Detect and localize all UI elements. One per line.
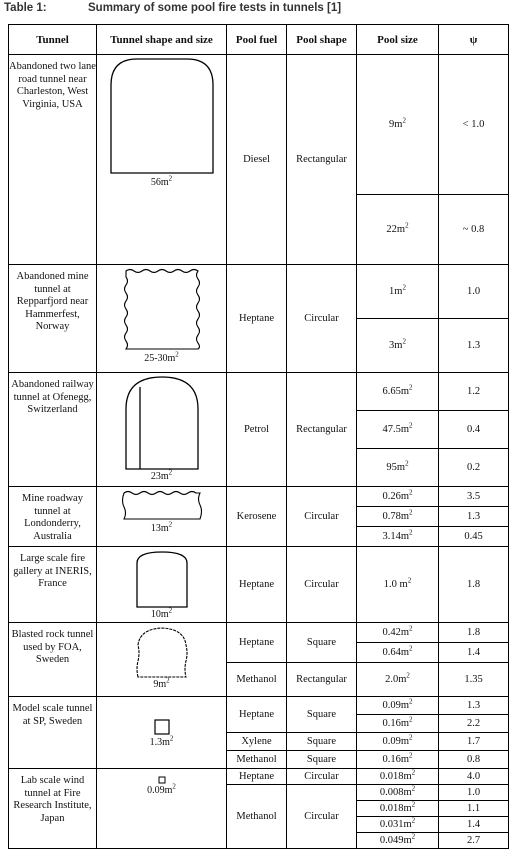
pool-fuel: Methanol	[227, 751, 287, 769]
tunnel-shape-diagram	[132, 547, 192, 609]
tunnel-area: $23m^2$	[150, 468, 173, 482]
pool-shape: Square	[287, 697, 357, 733]
pool-shape: Rectangular	[287, 373, 357, 487]
psi-value: ~ 0.8	[439, 195, 509, 265]
tunnel-shape-diagram	[120, 373, 204, 471]
psi-value: 1.7	[439, 733, 509, 751]
table-row	[9, 265, 509, 319]
psi-value: 4.0	[439, 769, 509, 785]
pool-size: $0.16m^2$	[357, 751, 439, 769]
pool-size: $95m^2$	[357, 449, 439, 487]
pool-fuel: Heptane	[227, 623, 287, 663]
pool-fuel: Heptane	[227, 697, 287, 733]
header-psi: ψ	[439, 25, 509, 55]
psi-value: 1.1	[439, 801, 509, 817]
tunnel-shape-diagram	[157, 775, 167, 785]
psi-value: 1.8	[439, 547, 509, 623]
pool-size: 1.0 $m^2$	[357, 547, 439, 623]
tunnel-name: Mine roadway tunnel at Londonderry, Australia	[9, 487, 97, 547]
pool-size: $6.65m^2$	[357, 373, 439, 411]
pool-size: $0.16m^2$	[357, 715, 439, 733]
header-tunnel: Tunnel	[9, 25, 97, 55]
tunnel-area: $0.09m^2$	[147, 782, 176, 796]
pool-fuel: Methanol	[227, 785, 287, 849]
pool-shape: Square	[287, 623, 357, 663]
tunnel-area: $10m^2$	[150, 606, 173, 620]
pool-fire-table	[8, 24, 509, 849]
tunnel-name: Abandoned railway tunnel at Ofenegg, Switzerland	[9, 373, 97, 487]
pool-size: $0.26m^2$	[357, 487, 439, 507]
pool-size: $0.42m^2$	[357, 623, 439, 643]
tunnel-area: $1.3m^2$	[149, 734, 174, 748]
tunnel-shape-diagram	[122, 265, 202, 353]
pool-size: $0.09m^2$	[357, 733, 439, 751]
pool-size: $0.09m^2$	[357, 697, 439, 715]
tunnel-name: Model scale tunnel at SP, Sweden	[9, 697, 97, 769]
table-row	[9, 55, 509, 195]
pool-shape: Circular	[287, 785, 357, 849]
pool-size: $0.018m^2$	[357, 769, 439, 785]
pool-size: $0.64m^2$	[357, 643, 439, 663]
tunnel-name: Abandoned two lane road tunnel near Charleston, West Virginia, USA	[9, 55, 97, 265]
psi-value: 0.2	[439, 449, 509, 487]
pool-size: $0.049m^2$	[357, 833, 439, 849]
psi-value: 0.45	[439, 527, 509, 547]
tunnel-shape-cell	[97, 547, 227, 623]
pool-shape: Circular	[287, 265, 357, 373]
pool-size: $1m^2$	[357, 265, 439, 319]
pool-shape: Circular	[287, 547, 357, 623]
pool-fuel: Xylene	[227, 733, 287, 751]
pool-shape: Circular	[287, 487, 357, 547]
psi-value: 0.8	[439, 751, 509, 769]
pool-fuel: Heptane	[227, 547, 287, 623]
psi-value: 0.4	[439, 411, 509, 449]
pool-size: $3m^2$	[357, 319, 439, 373]
pool-fuel: Heptane	[227, 769, 287, 785]
tunnel-shape-diagram	[120, 487, 204, 523]
header-pool-size: Pool size	[357, 25, 439, 55]
pool-fuel: Kerosene	[227, 487, 287, 547]
caption-label: Table 1:	[4, 2, 47, 14]
pool-shape: Rectangular	[287, 55, 357, 265]
pool-shape: Rectangular	[287, 663, 357, 697]
pool-shape: Circular	[287, 769, 357, 785]
tunnel-shape-cell	[97, 769, 227, 849]
table-row	[9, 373, 509, 411]
tunnel-area: $9m^2$	[153, 676, 170, 690]
psi-value: 1.3	[439, 507, 509, 527]
psi-value: < 1.0	[439, 55, 509, 195]
table-row	[9, 769, 509, 785]
pool-fuel: Heptane	[227, 265, 287, 373]
header-pool-fuel: Pool fuel	[227, 25, 287, 55]
psi-value: 1.3	[439, 319, 509, 373]
pool-size: $3.14m^2$	[357, 527, 439, 547]
psi-value: 3.5	[439, 487, 509, 507]
tunnel-name: Blasted rock tunnel used by FOA, Sweden	[9, 623, 97, 697]
table-row	[9, 487, 509, 507]
tunnel-shape-diagram	[152, 717, 172, 737]
tunnel-shape-diagram	[107, 55, 217, 177]
tunnel-shape-cell	[97, 373, 227, 487]
tunnel-name: Abandoned mine tunnel at Repparfjord near Hammerfest, Norway	[9, 265, 97, 373]
pool-shape: Square	[287, 733, 357, 751]
psi-value: 1.2	[439, 373, 509, 411]
table-header-row	[9, 25, 509, 55]
table-row	[9, 623, 509, 643]
tunnel-shape-cell	[97, 265, 227, 373]
tunnel-shape-cell	[97, 623, 227, 697]
tunnel-shape-diagram	[132, 623, 192, 679]
pool-size: $9m^2$	[357, 55, 439, 195]
tunnel-name: Lab scale wind tunnel at Fire Research Institute, Japan	[9, 769, 97, 849]
tunnel-area: $13m^2$	[150, 520, 173, 534]
pool-shape: Square	[287, 751, 357, 769]
tunnel-shape-cell	[97, 487, 227, 547]
psi-value: 1.4	[439, 817, 509, 833]
tunnel-area: $56m^2$	[150, 174, 173, 188]
pool-size: $0.008m^2$	[357, 785, 439, 801]
table-row	[9, 697, 509, 715]
pool-fuel: Petrol	[227, 373, 287, 487]
pool-size: $47.5m^2$	[357, 411, 439, 449]
header-pool-shape: Pool shape	[287, 25, 357, 55]
tunnel-shape-cell	[97, 697, 227, 769]
tunnel-area: $25-30m^2$	[144, 350, 179, 364]
caption-title: Summary of some pool fire tests in tunnels [1]	[88, 2, 342, 14]
psi-value: 2.2	[439, 715, 509, 733]
psi-value: 1.35	[439, 663, 509, 697]
psi-value: 1.0	[439, 265, 509, 319]
psi-value: 1.0	[439, 785, 509, 801]
header-tunnel-shape: Tunnel shape and size	[97, 25, 227, 55]
psi-value: 1.3	[439, 697, 509, 715]
pool-size: $0.018m^2$	[357, 801, 439, 817]
psi-value: 2.7	[439, 833, 509, 849]
table-caption	[4, 2, 341, 14]
pool-size: $22m^2$	[357, 195, 439, 265]
pool-size: $0.78m^2$	[357, 507, 439, 527]
pool-size: $0.031m^2$	[357, 817, 439, 833]
table-row	[9, 547, 509, 623]
psi-value: 1.4	[439, 643, 509, 663]
pool-fuel: Diesel	[227, 55, 287, 265]
pool-fuel: Methanol	[227, 663, 287, 697]
psi-value: 1.8	[439, 623, 509, 643]
pool-size: $2.0m^2$	[357, 663, 439, 697]
tunnel-name: Large scale fire gallery at INERIS, France	[9, 547, 97, 623]
tunnel-shape-cell	[97, 55, 227, 265]
